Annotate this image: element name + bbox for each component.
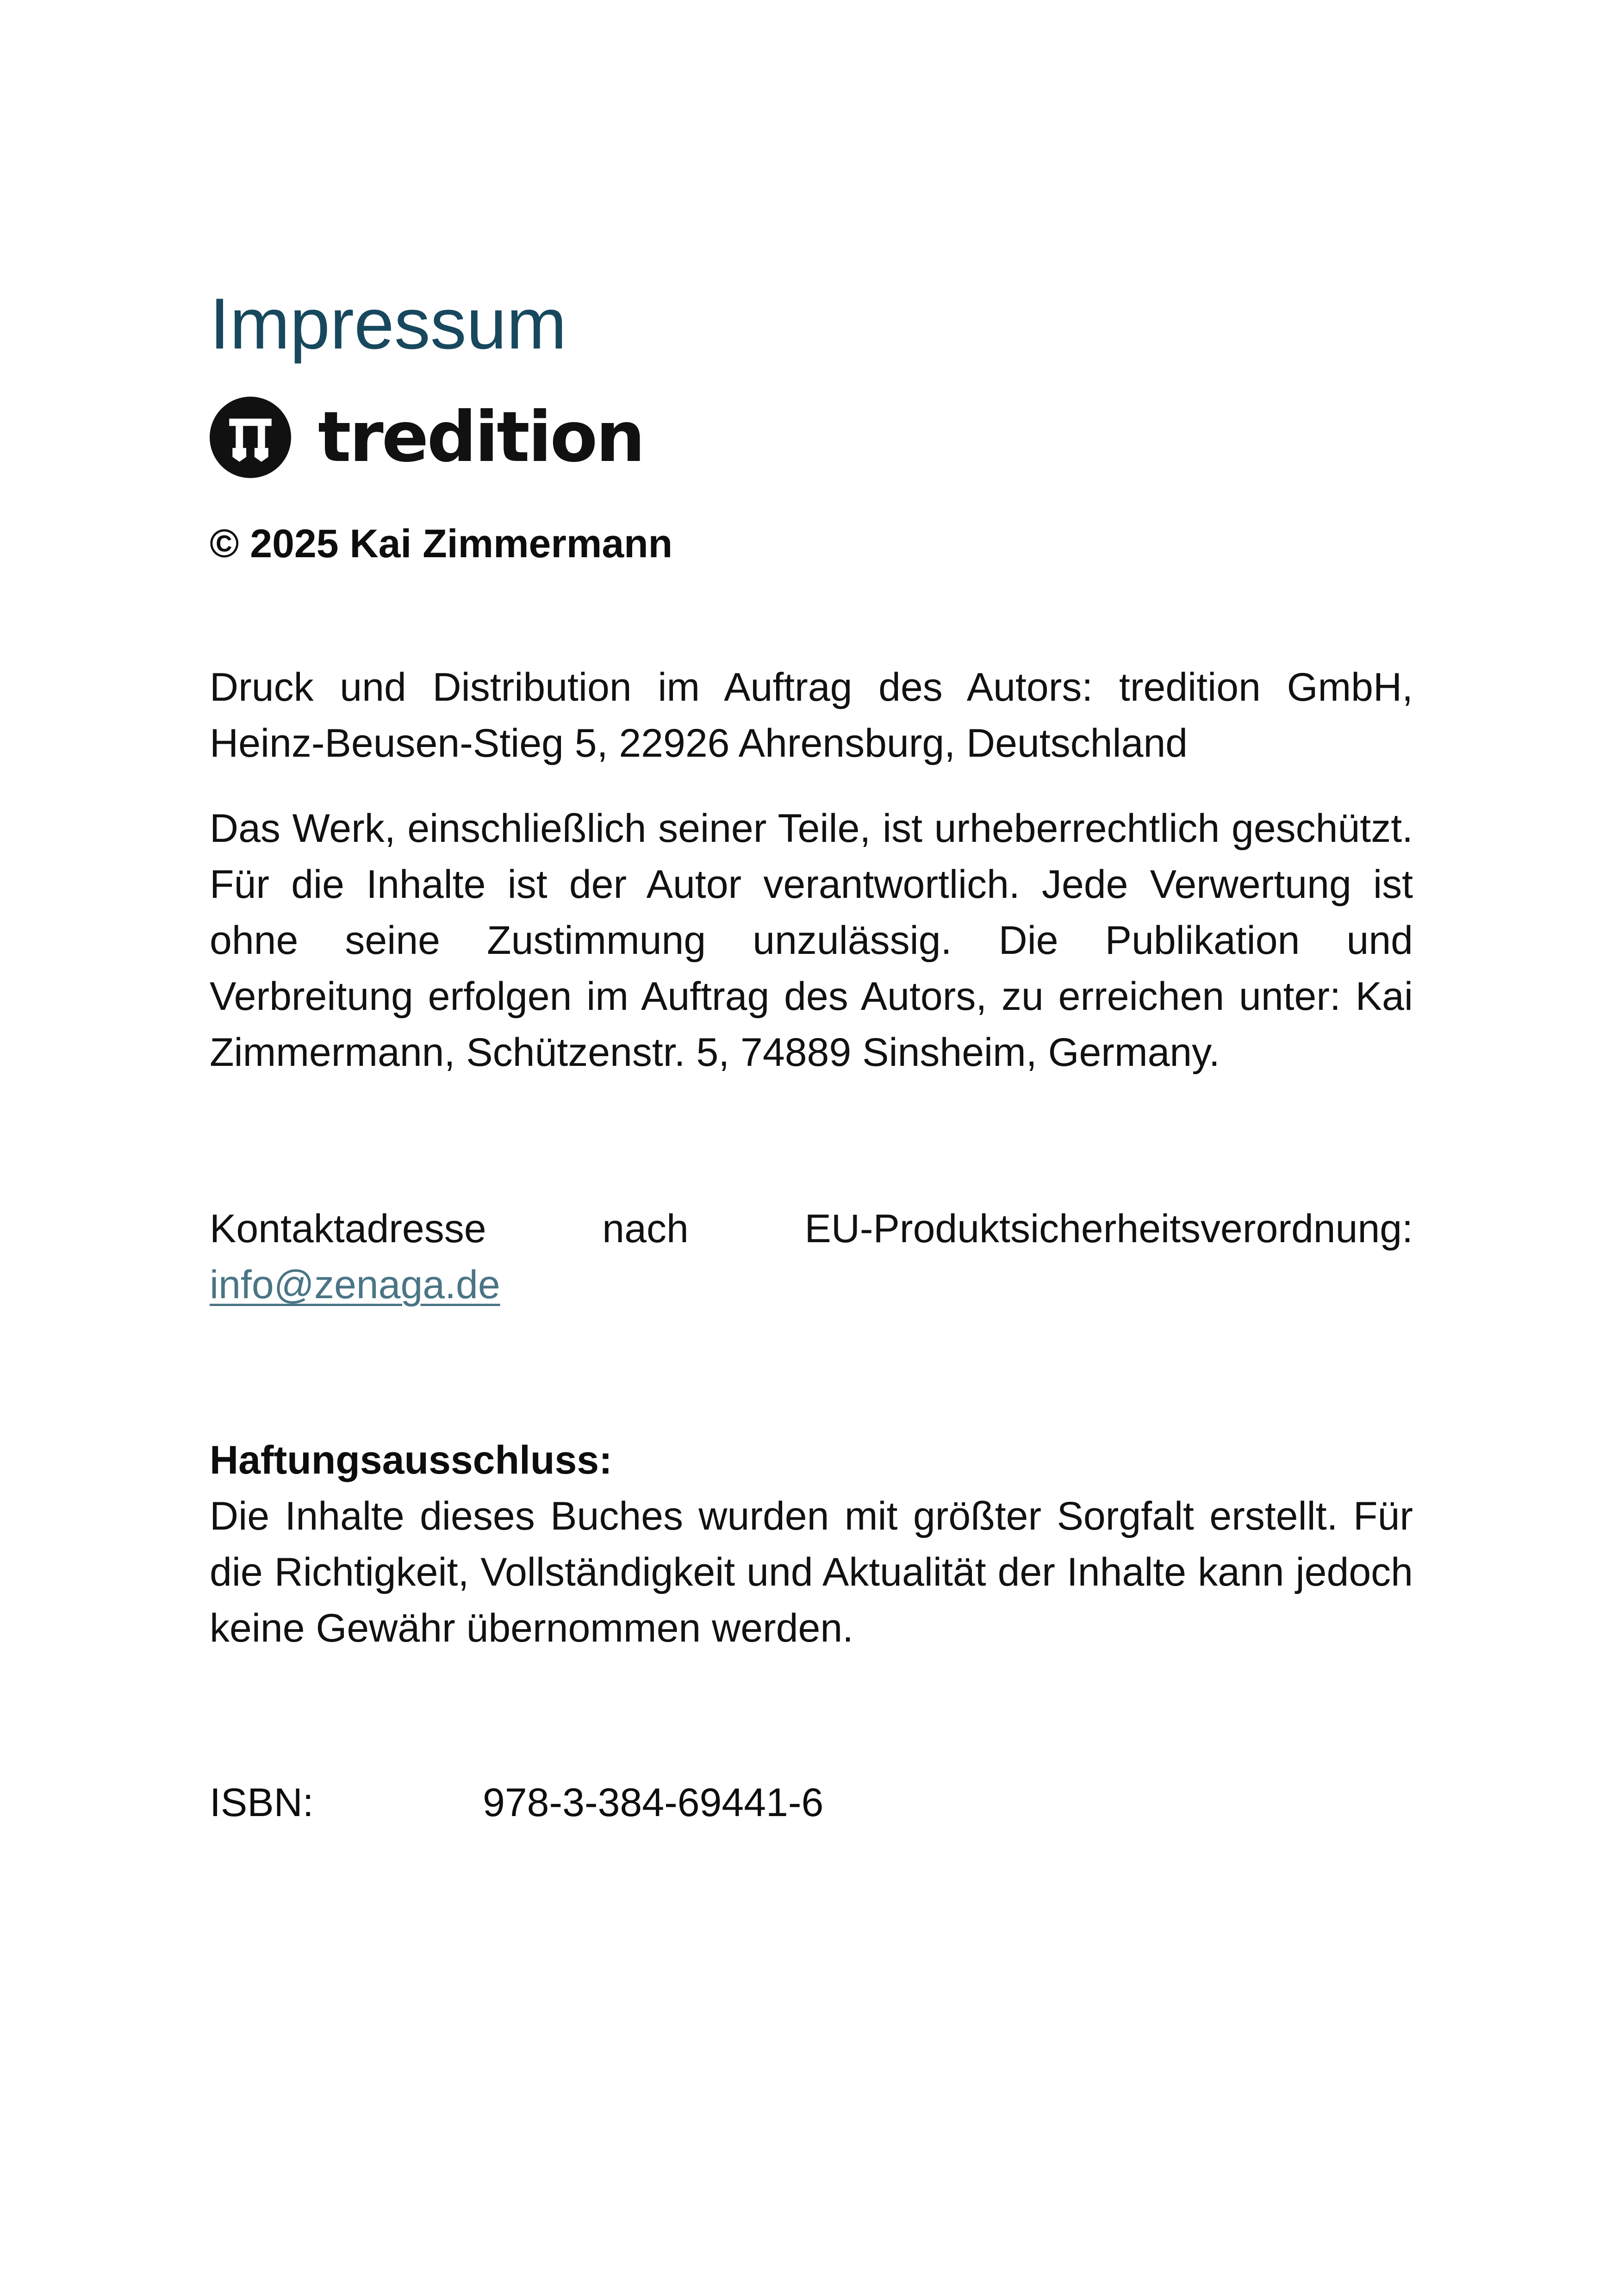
disclaimer-text: Die Inhalte dieses Buches wurden mit größter Sorgfalt erstellt. Für die Richtigkeit, Vollständigkeit und Aktualität der Inhalte kann jedoch keine Gewähr übernommen werden. (210, 1494, 1413, 1650)
copyright-line: © 2025 Kai Zimmermann (210, 522, 673, 566)
contact-section (210, 1201, 1413, 1313)
contact-label-row (210, 1201, 1413, 1257)
isbn-line (210, 1775, 823, 1831)
distribution-line-2: Heinz-Beusen-Stieg 5, 22926 Ahrensburg, Deutschland (210, 721, 1188, 765)
contact-email-link[interactable]: info@zenaga.de (210, 1263, 500, 1307)
disclaimer-title: Haftungsausschluss: (210, 1438, 612, 1482)
publisher-logo (210, 396, 643, 479)
distribution-line-1: Druck und Distribution im Auftrag des Autors: tredition GmbH, (210, 665, 1413, 709)
tredition-wordmark: tredition (318, 397, 644, 478)
contact-label-word-2: nach (602, 1207, 689, 1251)
contact-label-word-1: Kontaktadresse (210, 1207, 486, 1251)
contact-label-word-3: EU-Produktsicherheitsverordnung: (804, 1207, 1413, 1251)
isbn-label: ISBN: (210, 1780, 314, 1825)
copyright-notice: Das Werk, einschließlich seiner Teile, ist urheberrechtlich geschützt. Für die Inhalte ist der Autor verantwortlich. Jede Verwertung ist ohne seine Zustimmung unzulässig. Die Publikation und Verbreitung erfolgen im Auftrag des Autors, zu erreichen unter: Kai Zimmermann, Schützenstr. 5, 74889 Sinsheim, Germany. (210, 806, 1413, 1075)
tredition-logo-mark-icon (210, 397, 291, 478)
page-title: Impressum (210, 284, 567, 364)
isbn-value: 978-3-384-69441-6 (483, 1780, 824, 1825)
distribution-note (210, 660, 1413, 772)
